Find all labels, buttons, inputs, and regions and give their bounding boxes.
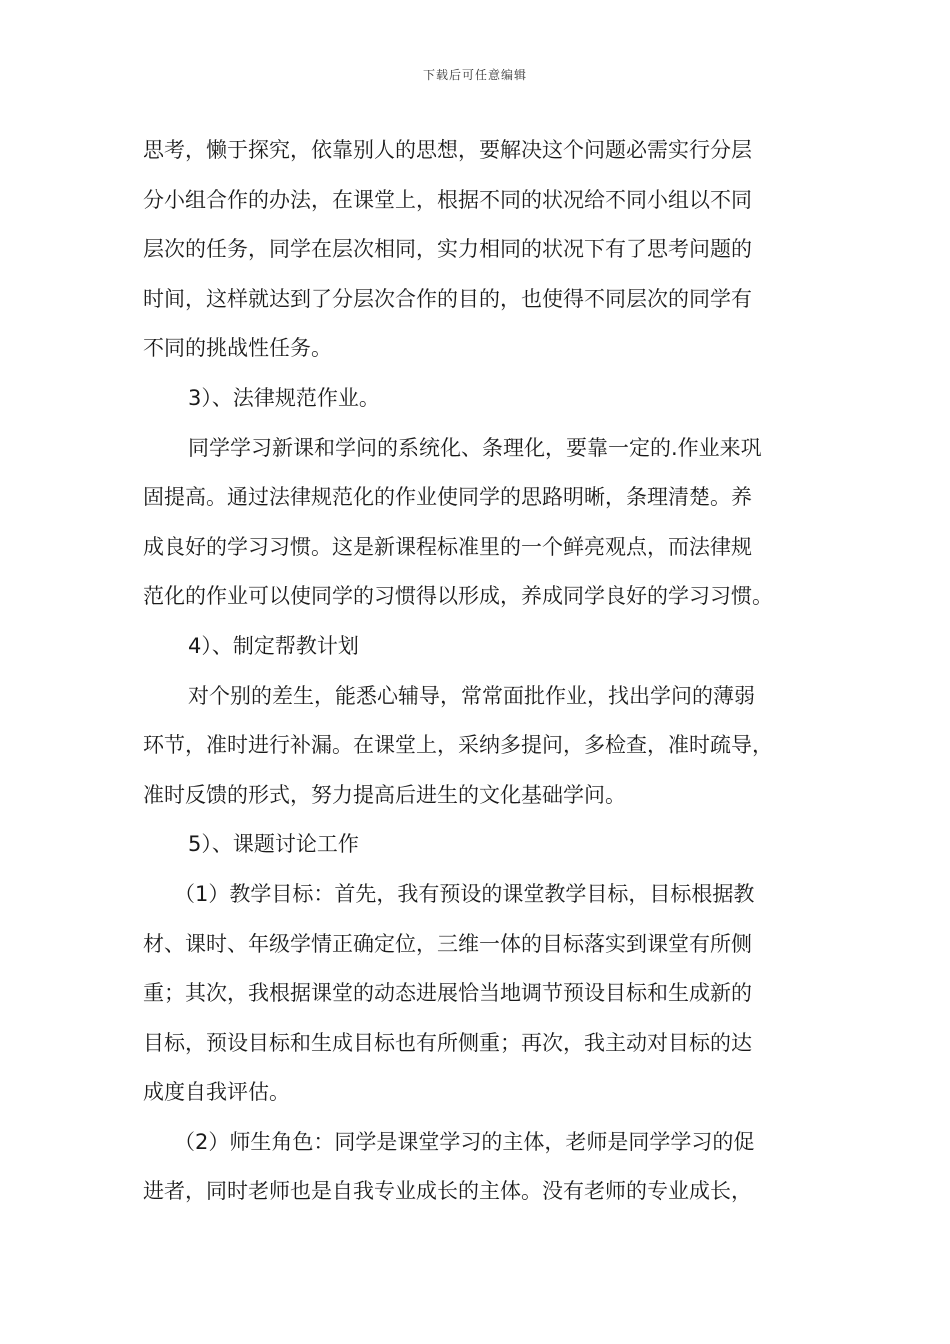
text-line: 思考，懒于探究，依靠别人的思想，要解决这个问题必需实行分层 (143, 138, 752, 162)
section-heading: 4）、制定帮教计划 (188, 633, 359, 658)
text-line: 环节，准时进行补漏。在课堂上，采纳多提问，多检查，准时疏导， (143, 733, 773, 758)
text-line: 范化的作业可以使同学的习惯得以形成，养成同学良好的学习习惯。 (143, 584, 773, 609)
section-heading: 3）、法律规范作业。 (188, 385, 380, 410)
page-header: 下载后可任意编辑 (422, 68, 527, 82)
text-line: 对个别的差生，能悉心辅导，常常面批作业，找出学问的薄弱 (188, 683, 755, 708)
text-line: 进者，同时老师也是自我专业成长的主体。没有老师的专业成长， (143, 1179, 752, 1204)
text-line: 目标，预设目标和生成目标也有所侧重；再次，我主动对目标的达 (143, 1030, 752, 1055)
document-body (143, 126, 823, 1217)
text-line: 成度自我评估。 (143, 1080, 290, 1105)
text-line: （2）师生角色：同学是课堂学习的主体，老师是同学学习的促 (174, 1129, 755, 1154)
text-line: 准时反馈的形式，努力提高后进生的文化基础学问。 (143, 782, 626, 807)
text-line: 不同的挑战性任务。 (143, 336, 332, 361)
text-line: 层次的任务，同学在层次相同，实力相同的状况下有了思考问题的 (143, 237, 752, 262)
text-line: 成良好的学习习惯。这是新课程标准里的一个鲜亮观点，而法律规 (143, 534, 752, 559)
text-line: 时间，这样就达到了分层次合作的目的，也使得不同层次的同学有 (143, 286, 752, 311)
text-line: 分小组合作的办法，在课堂上，根据不同的状况给不同小组以不同 (143, 187, 752, 212)
text-line: 材、课时、年级学情正确定位，三维一体的目标落实到课堂有所侧 (143, 931, 752, 956)
text-line: （1）教学目标：首先，我有预设的课堂教学目标，目标根据教 (174, 881, 755, 906)
section-heading: 5）、课题讨论工作 (188, 832, 359, 857)
text-line: 固提高。通过法律规范化的作业使同学的思路明晰，条理清楚。养 (143, 485, 752, 510)
text-line: 重；其次，我根据课堂的动态进展恰当地调节预设目标和生成新的 (143, 981, 752, 1006)
text-line: 同学学习新课和学问的系统化、条理化，要靠一定的.作业来巩 (188, 435, 762, 460)
